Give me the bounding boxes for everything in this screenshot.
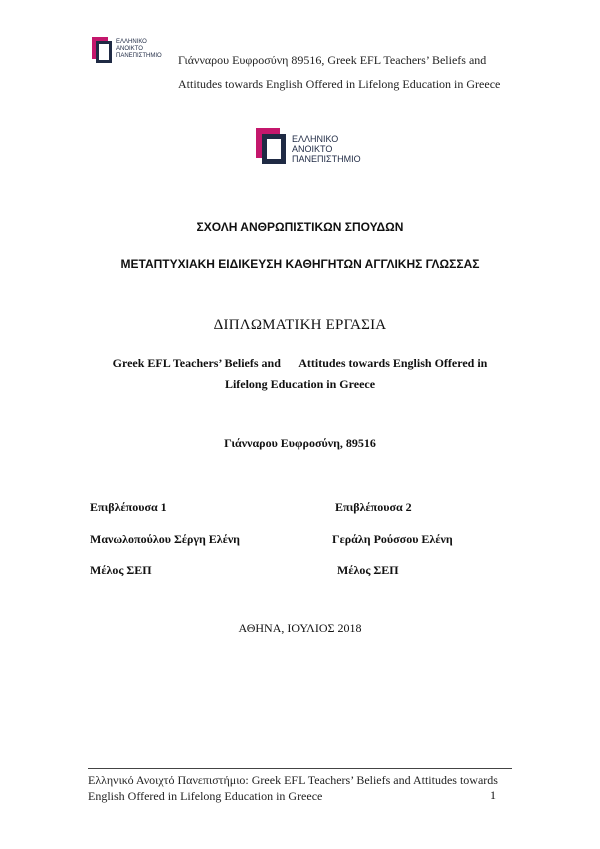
footer [88, 772, 512, 804]
logo-line-1: ΕΛΛΗΝΙΚΟ [116, 39, 147, 45]
thesis-title-line-1: Greek EFL Teachers’ Beliefs and Attitudes towards English Offered in [112, 356, 488, 370]
school-name: ΣΧΟΛΗ ΑΝΘΡΩΠΙΣΤΙΚΩΝ ΣΠΟΥΔΩΝ [196, 220, 404, 234]
supervisor-2-role: Μέλος ΣΕΠ [337, 563, 399, 577]
specialization-name: ΜΕΤΑΠΤΥΧΙΑΚΗ ΕΙΔΙΚΕΥΣΗ ΚΑΘΗΓΗΤΩΝ ΑΓΓΛΙΚΗΣ ΓΛΩΣΣΑΣ [120, 257, 480, 271]
logo-line-3: ΠΑΝΕΠΙΣΤΗΜΙΟ [292, 154, 361, 164]
supervisor-1-role: Μέλος ΣΕΠ [90, 563, 152, 577]
thesis-label: ΔΙΠΛΩΜΑΤΙΚΗ ΕΡΓΑΣΙΑ [213, 317, 387, 333]
thesis-title [100, 353, 500, 395]
supervisor-2-label: Επιβλέπουσα 2 [335, 500, 412, 514]
university-logo-icon [256, 126, 290, 164]
logo-text [292, 134, 361, 164]
logo-line-2: ΑΝΟΙΚΤΟ [292, 144, 333, 154]
thesis-title-line-2: Lifelong Education in Greece [224, 377, 376, 391]
page-number: 1 [490, 788, 496, 802]
logo-line-1: ΕΛΛΗΝΙΚΟ [292, 134, 339, 144]
footer-divider [88, 768, 512, 769]
supervisor-1-label: Επιβλέπουσα 1 [90, 500, 167, 514]
header-logo [92, 35, 162, 63]
logo-text [116, 39, 162, 60]
logo-line-2: ΑΝΟΙΚΤΟ [116, 46, 143, 52]
university-logo-icon [92, 35, 114, 63]
supervisor-1-name: Μανωλοπούλου Σέργη Ελένη [90, 532, 240, 546]
logo-line-3: ΠΑΝΕΠΙΣΤΗΜΙΟ [116, 53, 162, 59]
place-date: ΑΘΗΝΑ, ΙΟΥΛΙΟΣ 2018 [238, 621, 362, 635]
author-name: Γιάνναρου Ευφροσύνη, 89516 [224, 436, 376, 450]
running-header [178, 48, 538, 96]
footer-line-2: English Offered in Lifelong Education in Greece [88, 789, 323, 803]
running-header-line-2: Attitudes towards English Offered in Lifelong Education in Greece [178, 77, 501, 91]
title-logo [256, 126, 361, 164]
supervisor-2-name: Γεράλη Ρούσσου Ελένη [332, 532, 453, 546]
running-header-line-1: Γιάνναρου Ευφροσύνη 89516, Greek EFL Teachers’ Beliefs and [178, 53, 487, 67]
footer-line-1: Ελληνικό Ανοιχτό Πανεπιστήμιο: Greek EFL Teachers’ Beliefs and Attitudes towards [88, 773, 498, 787]
